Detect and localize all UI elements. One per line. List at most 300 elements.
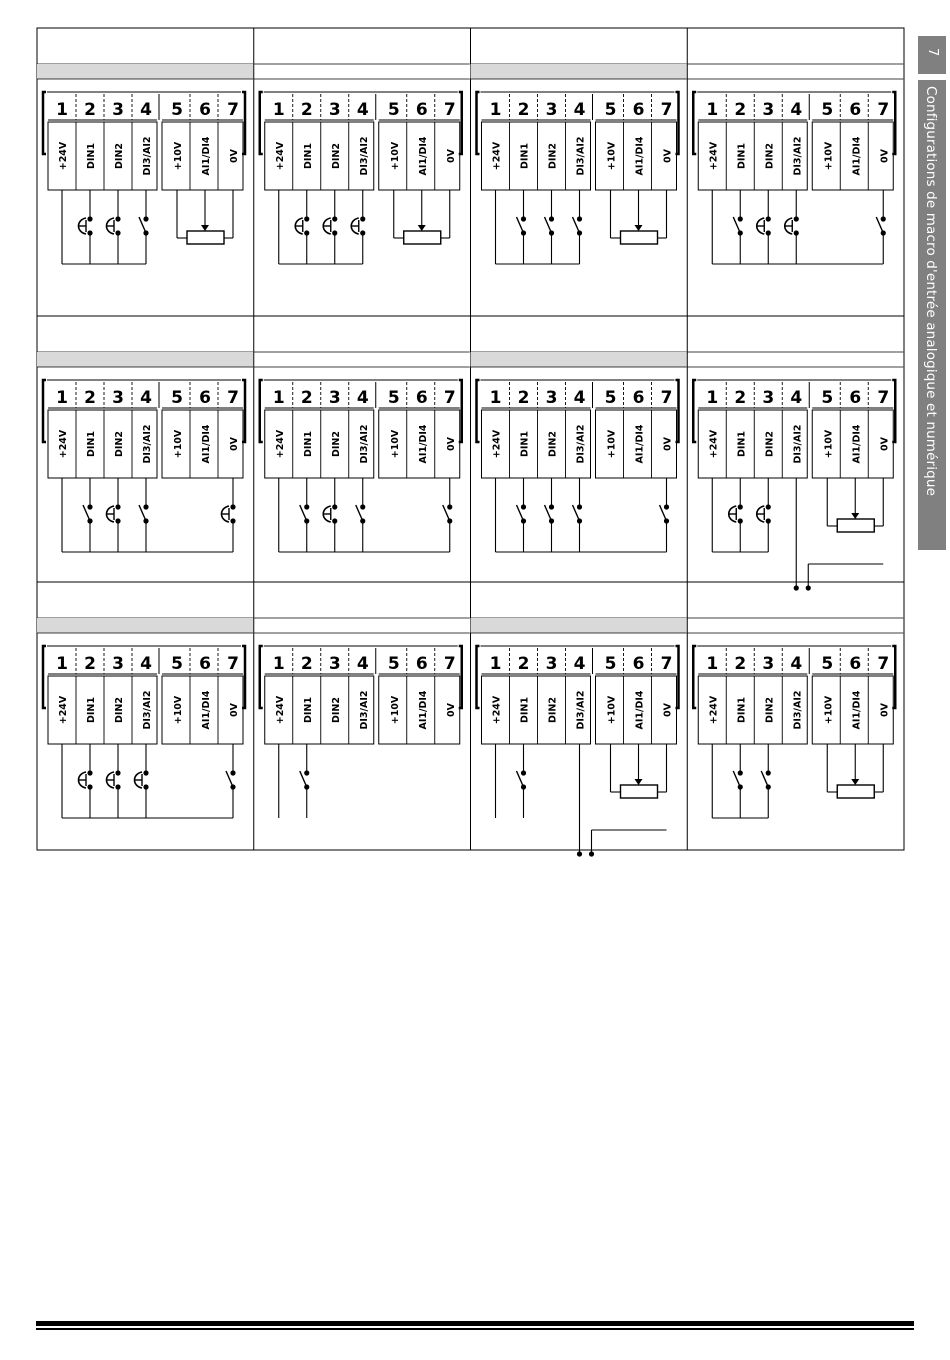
terminal-block [693,380,895,478]
cell-header-band [37,618,253,633]
pot-resistor-body [621,231,658,244]
terminal-number: 7 [443,388,456,408]
terminal-label: +10V [606,695,618,725]
terminal-label: 0V [662,703,674,717]
footer-rule-thick [36,1321,914,1326]
terminal-block [43,92,245,190]
terminal-number: 1 [56,388,68,408]
terminal-label: DIN2 [547,431,559,457]
terminal-label: AI1/DI4 [851,136,863,176]
pot-wiper-arrow [851,779,859,785]
terminal-number: 4 [356,100,369,120]
maintained-switch-pair [756,190,771,264]
contact-terminal-dot [794,230,799,235]
terminal-number: 6 [632,100,645,120]
maintained-switch-pair [323,478,338,552]
terminal-number: 4 [573,388,586,408]
switch-contact [300,478,310,552]
terminal-number: 2 [84,100,96,120]
potentiometer [394,190,450,244]
terminal-number: 1 [706,100,719,120]
terminal-block-bracket-left [477,380,480,442]
switch-contact [226,744,236,818]
terminal-number: 3 [328,100,341,120]
terminal-label: DIN1 [736,697,748,723]
terminal-number: 3 [112,100,124,120]
terminal-number: 1 [489,388,502,408]
terminal-label: DI3/AI2 [575,424,587,464]
contact-terminal-dot [766,770,771,775]
wiring-diagram [687,618,903,818]
terminal-label: DIN2 [330,143,342,169]
pot-wiper-arrow [201,225,209,231]
terminal-label: AI1/DI4 [417,690,429,730]
terminal-number: 5 [604,388,617,408]
switch-contact [733,744,743,818]
contact-terminal-dot [115,784,120,789]
maintained-switch-pair [78,190,93,264]
terminal-label: DIN1 [519,431,531,457]
terminal-number: 7 [877,654,890,674]
wiring-diagram [37,64,253,264]
terminal-block [260,92,462,190]
potentiometer [177,190,233,244]
terminal-number: 7 [660,654,673,674]
terminal-label: +10V [823,429,835,459]
maintained-switch-pair [221,478,236,552]
terminal-number: 1 [706,654,719,674]
terminal-number: 5 [604,654,617,674]
contact-terminal-dot [304,504,309,509]
contact-terminal-dot [521,770,526,775]
contact-terminal-dot [87,770,92,775]
wiring-diagram [687,64,903,264]
chapter-number: 7 [925,48,940,57]
terminal-label: +24V [274,429,286,459]
switch-contact [545,478,555,552]
switch-contact [139,478,149,552]
switch-contact [443,478,453,552]
terminal-number: 1 [489,654,502,674]
switch-contact [83,478,93,552]
chapter-number-tab [918,36,946,74]
terminal-number: 6 [632,654,645,674]
potentiometer [611,190,667,244]
contact-terminal-dot [230,770,235,775]
terminal-label: DIN2 [330,697,342,723]
contact-terminal-dot [143,504,148,509]
terminal-label: DI3/AI2 [575,136,587,176]
wiring-diagram [254,618,470,818]
contact-terminal-dot [332,518,337,523]
potentiometer [827,478,883,532]
terminal-number: 3 [112,654,124,674]
wiring-diagram [254,352,470,552]
pot-wiper-arrow [635,779,643,785]
terminal-label: AI1/DI4 [417,424,429,464]
terminal-number: 5 [387,388,400,408]
switch-contact [573,478,583,552]
contact-terminal-dot [87,230,92,235]
terminal-number: 3 [112,388,124,408]
terminal-block-bracket-left [693,646,696,708]
terminal-label: AI1/DI4 [634,424,646,464]
terminal-number: 5 [604,100,617,120]
terminal-number: 2 [300,100,313,120]
terminal-label: DIN1 [519,143,531,169]
potentiometer [827,744,883,798]
external-analog-input [577,744,667,857]
terminal-label: DIN2 [547,143,559,169]
terminal-block-bracket-left [260,380,263,442]
terminal-number: 5 [387,100,400,120]
terminal-number: 4 [356,388,369,408]
terminal-label: DIN2 [114,143,125,169]
maintained-switch-pair [106,190,121,264]
terminal-label: +10V [606,429,618,459]
wiring-diagram [37,618,253,818]
terminal-label: 0V [229,437,240,451]
terminal-number: 1 [56,100,68,120]
potentiometer [611,744,667,798]
terminal-label: DI3/AI2 [792,690,804,730]
terminal-number: 4 [356,654,369,674]
terminal-label: AI1/DI4 [851,690,863,730]
terminal-label: AI1/DI4 [417,136,429,176]
terminal-number: 2 [734,654,747,674]
terminal-block [43,380,245,478]
terminal-block [477,646,679,744]
terminal-label: +24V [58,429,69,459]
wiring-diagram [37,352,253,552]
contact-terminal-dot [738,518,743,523]
contact-terminal-dot [87,216,92,221]
contact-terminal-dot [332,504,337,509]
terminal-number: 1 [706,388,719,408]
terminal-label: 0V [879,703,891,717]
terminal-label: DI3/AI2 [792,136,804,176]
pot-wiper-arrow [418,225,426,231]
terminal-number: 2 [517,654,530,674]
contact-terminal-dot [360,504,365,509]
terminal-label: DIN2 [114,431,125,457]
terminal-label: DIN2 [764,431,776,457]
cell-header-band [37,64,253,79]
terminal-label: DIN1 [86,143,97,169]
contact-terminal-dot [738,216,743,221]
switch-contact [139,190,149,264]
terminal-block-bracket-left [477,646,480,708]
maintained-switch-pair [106,478,121,552]
terminal-label: AI1/DI4 [851,424,863,464]
contact-terminal-dot [143,216,148,221]
maintained-switch-pair [756,478,771,552]
switch-contact [517,744,527,818]
terminal-label: 0V [445,149,457,163]
terminal-label: DI3/AI2 [575,690,587,730]
terminal-number: 6 [199,654,211,674]
analog-input-terminal-dot [806,585,811,590]
terminal-label: DI3/AI2 [358,424,370,464]
contact-terminal-dot [521,216,526,221]
contact-terminal-dot [230,504,235,509]
maintained-switch-pair [106,744,121,818]
terminal-number: 2 [734,388,747,408]
terminal-label: +10V [606,141,618,171]
maintained-switch-pair [351,190,366,264]
terminal-block-bracket-left [43,646,46,708]
contact-terminal-dot [549,216,554,221]
terminal-label: DIN1 [86,431,97,457]
terminal-number: 3 [545,100,558,120]
terminal-number: 2 [300,388,313,408]
terminal-label: AI1/DI4 [201,136,212,176]
terminal-number: 5 [171,388,183,408]
terminal-label: DIN1 [86,697,97,723]
terminal-label: DIN1 [736,143,748,169]
contact-terminal-dot [304,770,309,775]
terminal-label: +24V [491,141,503,171]
terminal-label: DIN2 [547,697,559,723]
switch-contact [733,190,743,264]
terminal-number: 3 [328,388,341,408]
pot-resistor-body [621,785,658,798]
switch-contact [356,478,366,552]
terminal-label: +10V [173,429,184,459]
terminal-block [477,380,679,478]
terminal-number: 6 [415,100,428,120]
contact-terminal-dot [115,518,120,523]
terminal-number: 5 [821,388,834,408]
terminal-label: 0V [662,437,674,451]
cell-header-band [37,352,253,367]
terminal-label: DIN1 [302,431,314,457]
terminal-number: 1 [272,388,285,408]
cell-header-band [471,618,687,633]
terminal-label: AI1/DI4 [634,136,646,176]
terminal-number: 7 [877,388,890,408]
contact-terminal-dot [360,216,365,221]
terminal-number: 5 [387,654,400,674]
terminal-number: 5 [821,654,834,674]
pot-resistor-body [837,785,874,798]
terminal-block-bracket-left [260,646,263,708]
terminal-number: 3 [545,388,558,408]
terminal-number: 2 [84,654,96,674]
terminal-label: +24V [491,695,503,725]
maintained-switch-pair [728,478,743,552]
terminal-label: DI3/AI2 [358,690,370,730]
terminal-block-bracket-left [693,92,696,154]
terminal-label: 0V [229,703,240,717]
terminal-number: 5 [171,654,183,674]
terminal-label: DI3/AI2 [792,424,804,464]
terminal-number: 6 [632,388,645,408]
terminal-label: DI3/AI2 [142,424,153,464]
contact-terminal-dot [577,504,582,509]
contact-terminal-dot [447,504,452,509]
cell-header-band [471,352,687,367]
terminal-number: 3 [762,388,775,408]
terminal-label: +24V [274,695,286,725]
terminal-label: +24V [708,141,720,171]
switch-contact [517,190,527,264]
terminal-label: 0V [445,437,457,451]
terminal-number: 7 [660,100,673,120]
pot-resistor-body [837,519,874,532]
wiring-diagram [254,64,470,264]
terminal-number: 6 [415,388,428,408]
terminal-label: AI1/DI4 [201,424,212,464]
terminal-number: 7 [443,100,456,120]
analog-input-terminal-dot [794,585,799,590]
terminal-number: 4 [573,100,586,120]
terminal-number: 6 [849,388,862,408]
terminal-number: 1 [272,100,285,120]
terminal-label: +24V [274,141,286,171]
contact-terminal-dot [766,216,771,221]
contact-terminal-dot [332,216,337,221]
terminal-number: 3 [328,654,341,674]
contact-terminal-dot [143,784,148,789]
terminal-number: 4 [140,654,152,674]
terminal-block-bracket-left [260,92,263,154]
terminal-block [260,380,462,478]
terminal-label: DIN2 [764,143,776,169]
terminal-number: 5 [171,100,183,120]
terminal-label: +24V [58,695,69,725]
wiring-diagram [471,64,687,264]
terminal-number: 5 [821,100,834,120]
contact-terminal-dot [332,230,337,235]
terminal-label: 0V [879,437,891,451]
maintained-switch-pair [134,744,149,818]
contact-terminal-dot [577,216,582,221]
contact-terminal-dot [115,770,120,775]
terminal-number: 7 [660,388,673,408]
footer-rule-thin [36,1328,914,1330]
contact-terminal-dot [87,504,92,509]
terminal-label: +10V [823,695,835,725]
terminal-label: DI3/AI2 [142,690,153,730]
terminal-number: 4 [790,388,803,408]
contact-terminal-dot [881,216,886,221]
terminal-label: DIN1 [519,697,531,723]
terminal-number: 6 [199,388,211,408]
wiring-diagram [471,352,687,552]
terminal-number: 7 [227,388,239,408]
terminal-block [693,646,895,744]
terminal-number: 7 [227,654,239,674]
terminal-label: +10V [173,141,184,171]
switch-contact [545,190,555,264]
contact-terminal-dot [115,216,120,221]
maintained-switch-pair [784,190,799,264]
contact-terminal-dot [766,504,771,509]
wiring-diagram [471,618,687,857]
terminal-number: 6 [849,654,862,674]
pot-wiper-arrow [851,513,859,519]
contact-terminal-dot [304,230,309,235]
terminal-number: 2 [84,388,96,408]
terminal-label: +24V [491,429,503,459]
contact-terminal-dot [143,770,148,775]
terminal-number: 1 [56,654,68,674]
contact-terminal-dot [115,230,120,235]
terminal-number: 7 [227,100,239,120]
chapter-title-tab [918,80,946,550]
contact-terminal-dot [549,504,554,509]
terminal-label: DI3/AI2 [142,136,153,176]
switch-contact [876,190,886,264]
maintained-switch-pair [323,190,338,264]
analog-input-terminal-dot [577,851,582,856]
terminal-number: 3 [762,100,775,120]
terminal-number: 4 [140,100,152,120]
contact-terminal-dot [360,230,365,235]
terminal-number: 1 [272,654,285,674]
terminal-block [43,646,245,744]
terminal-block [260,646,462,744]
contact-terminal-dot [115,504,120,509]
terminal-label: +24V [58,141,69,171]
terminal-label: +24V [708,429,720,459]
terminal-number: 2 [734,100,747,120]
terminal-label: +10V [389,695,401,725]
switch-contact [660,478,670,552]
contact-terminal-dot [738,504,743,509]
terminal-number: 7 [877,100,890,120]
terminal-number: 4 [790,100,803,120]
terminal-block [693,92,895,190]
pot-resistor-body [187,231,224,244]
terminal-number: 7 [443,654,456,674]
terminal-block-bracket-left [43,92,46,154]
terminal-block [477,92,679,190]
contact-terminal-dot [521,504,526,509]
terminal-number: 4 [573,654,586,674]
terminal-number: 6 [849,100,862,120]
terminal-number: 6 [199,100,211,120]
terminal-label: +10V [173,695,184,725]
contact-terminal-dot [794,216,799,221]
terminal-label: DIN1 [736,431,748,457]
switch-contact [761,744,771,818]
terminal-number: 6 [415,654,428,674]
terminal-number: 2 [517,388,530,408]
terminal-number: 2 [517,100,530,120]
terminal-label: DIN2 [764,697,776,723]
terminal-label: AI1/DI4 [201,690,212,730]
contact-terminal-dot [766,518,771,523]
contact-terminal-dot [304,216,309,221]
chapter-title: Configurations de macro d'entrée analogique et numérique [923,86,939,497]
contact-terminal-dot [738,770,743,775]
terminal-number: 4 [790,654,803,674]
analog-input-terminal-dot [589,851,594,856]
contact-terminal-dot [766,230,771,235]
terminal-block-bracket-left [477,92,480,154]
maintained-switch-pair [78,744,93,818]
switch-contact [300,744,310,818]
terminal-label: +10V [389,141,401,171]
terminal-label: DIN1 [302,143,314,169]
terminal-label: 0V [662,149,674,163]
terminal-label: DIN2 [114,697,125,723]
terminal-label: DI3/AI2 [358,136,370,176]
terminal-label: DIN2 [330,431,342,457]
switch-contact [573,190,583,264]
